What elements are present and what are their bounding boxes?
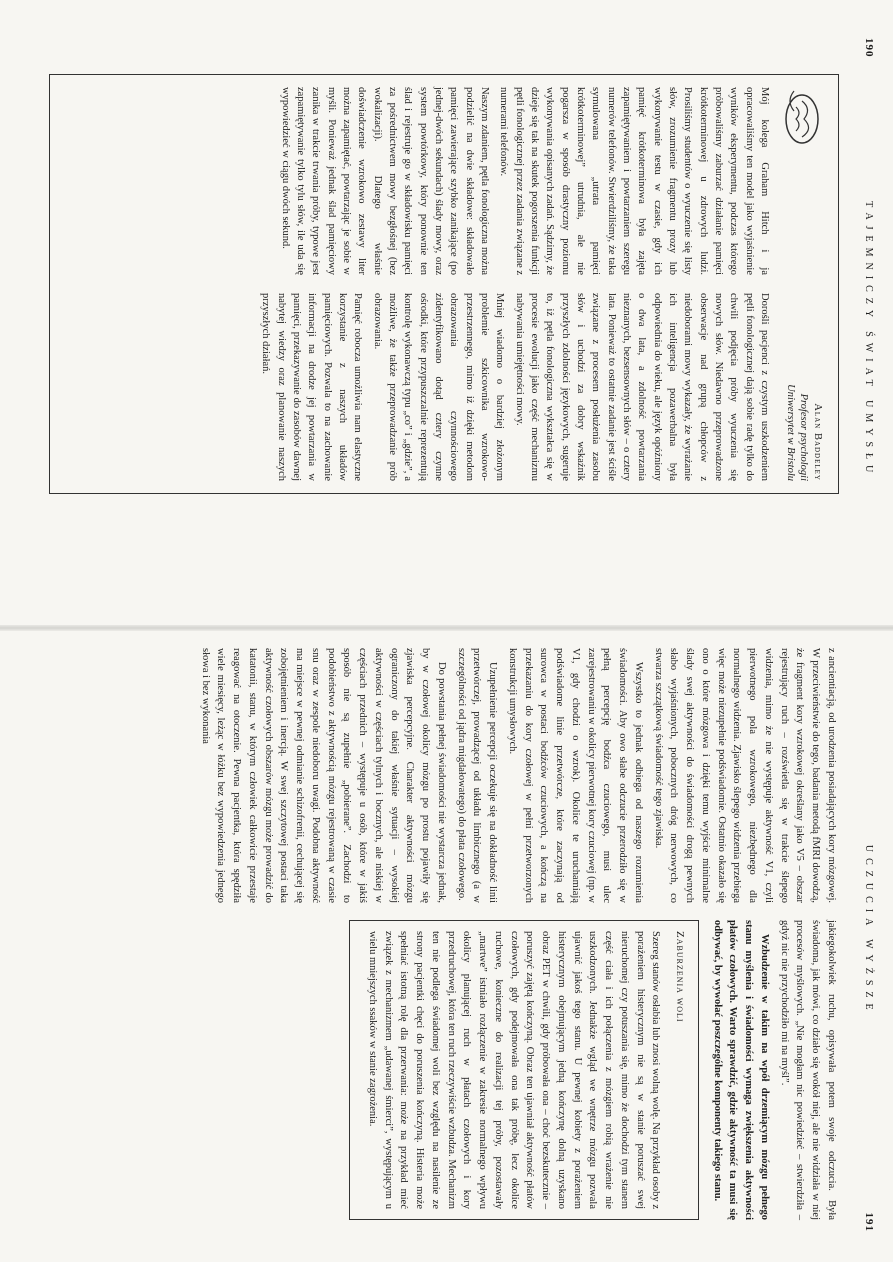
author-credit [780,384,824,481]
sidebar-columns [254,87,772,481]
will-disorders-box [349,920,699,1220]
paragraph: Wzbudzenie w takim na wpół drzemiącym mózgu pełnego stanu myślenia i świadomości wymaga zwiększenia aktywności płatów czołowych. Warto sprawdzić, gdzie aktywność ta musi się odbywać, by wywołać poszczególne komponenty takiego stanu. [711,920,770,1220]
page-190 [15,30,875,630]
page-number: 191 [863,1212,875,1232]
paragraph: Mój kolega Graham Hitch i ja opracowaliśmy ten model jako wyjaśnienie wyników eksperymentu, podczas którego próbowaliśmy zaburzać działanie pamięci krótkoterminowej u zdrowych ludzi. Prosiliśmy studentów o wyuczenie się listy słów, zrozumienie fragmentu prozy lub wykonywanie testu w czasie, gdy ich pamięć krótkoterminowa była zajęta zapamiętywaniem i powtarzaniem szeregu numerów telefonów. Stwierdziliśmy, że taka symulowana „utrata pamięci krótkoterminowej” utrudnia, ale nie pogarsza w sposób drastyczny poziomu wykonywania opisanych zadań. Sądzimy, że dzieje się tak na skutek pogorszenia funkcji pętli fonologicznej przez zadania związane z numerami telefonów. [498,87,770,276]
paragraph: Dorośli pacjenci z czystym uszkodzeniem pętli fonologicznej dają sobie radę tylko do chwili podjęcia próby wyuczenia się nowych słów. Niedawno przeprowadzone obserwacje nad grupą chłopców z niedoborami mowy wykazały, że wyrażanie ich inteligencja pozawerbalna była odpowiednia do wieku, ale język opóźniony o dwa lata, a zdolność powtarzania nieznanych, bezsensownych słów – o cztery lata. Ponieważ to ostatnie zadanie jest ściśle związane z procesem posłużenia zasobu słów i uchodzi za dobry wskaźnik przyszłych zdolności językowych, sugeruje to, iż pętla fonologiczna wykształca się w procesie ewolucji jako część mechanizmu nabywania umiejętności mowy. [513,293,770,481]
main-text-column [193,648,839,903]
right-text-column [349,920,839,1220]
paragraph: z ancientiacją, od urodzenia posiadających kory mózgowej. W przeciwieństwie do tego, badania metodą fMRI dowodzą, że fragment kory wzrokowej określany jako V5 – obszar rejestrujący ruch – rozświetla się w trakcie ślepego widzenia, mimo że nie występuje aktywność V1, czyli pierwotnego pola wzrokowego, niezbędnego dla normalnego widzenia. Zjawisko ślepego widzenia przebiega więc może niezupełnie podświadomie. Ostatnio okazało się ono o które mózgowa i dzięki temu wyjście minimalne ślady swej aktywności do świadomości drogą pewnych słabo wyjaśnionych, pobocznych dróg nerwowych, co stwarza szczątkową świadomość tego zjawiska. [652,648,837,903]
paragraph: Uzupełnienie percepcji oczekuje się na dokładność linii przetwórczej, prowadzącej od układu limbicznego (a w szczególności od jądra migdałowatego) do płata czołowego. [455,648,499,903]
author-role: Profesor psychologii [798,393,810,481]
brain-logo-icon [780,87,824,151]
author-affiliation: Uniwersytet w Bristolu [784,384,796,481]
paragraph: Wszystko to jednak odbiega od naszego rozumienia świadomości. Aby owo słabe odczucie przerodziło się w pełną percepcję bodźca czuciowego, musi ulec zarejestrowaniu w okolicy pierwotnej kory czuciowej (np. w V1, gdy chodzi o wzrok). Okolice te uruchamiają podświadome linie przetwórcze, które zaczynają od surowca w postaci bodźców czuciowych, a kończą na przekazaniu do kory czołowej w pełni przetworzonych konstrukcji umysłowych. [507,648,644,903]
running-head [857,30,875,630]
paragraph: Naszym zdaniem, pętla fonologiczna można podzielić na dwie składowe: składowało pamięci zawierające szybko zanikające (po jednej-dwóch sekundach) ślady mowy, oraz system powtórkowy, który ponownie ten ślad i rejestruje go w składowisku pamięci za pośrednictwem mowy bezgłośnej (bez wokalizacji). Dlatego właśnie doświadczenie wzrokowo zestawy liter można zapamiętać, powtarzając je sobie w myśli. Ponieważ jednak ślad pamięciowy zanika w trakcie trwania próby, typowe jest zapamiętywanie tylko tylu słów, ile uda się wypowiedzieć w ciągu dwóch sekund. [279,87,491,275]
sidebar-header [780,87,824,481]
running-head [857,640,875,1240]
running-head-title: TAJEMNICZY ŚWIAT UMYSŁU [863,201,874,479]
paragraph: jakiegokolwiek ruchu, opisywała potem swoje odczucia. Była świadoma, jak mówi, co działo się wokół niej, ale nie widziała w niej procesów myślowych. „Nie mogłam nic powiedzieć – stwierdziła – gdyż nic nie przychodziło mi na myśl”. [778,920,837,1220]
author-name: Alan Baddeley [812,403,823,481]
paragraph: Do powstania pełnej świadomości nie wystarcza jednak, by w czołowej okolicy mózgu po prostu pojawiły się zjawiska percepcyjne. Charakter aktywności mózgu ograniczony do takiej właśnie sytuacji – wysokiej aktywności w częściach tylnych i bocznych, ale niskiej w częściach przednich – występuje u osób, które w jakiś sposób nie są zupełnie „pobierane”. Zachodzi to podobieństwo z aktywnością mózgu rejestrowaną w czasie snu oraz w zespole niedoboru uwagi. Podobna aktywność ma miejsce w pewnej odmianie schizofrenii, cechującej się zobojętnieniem i inercją. W swej szczytowej postaci taka aktywność czołowych obszarów mózgu może prowadzić do katatonii, stanu, w którym człowiek całkowicie przestaje reagować na otoczenie. Pewna pacjentka, która spędziła wiele miesięcy, leżąc w łóżku bez wypowiedzenia jednego słowa i bez wykonania [199,648,447,903]
author-sidebar-box [49,74,839,494]
paragraph: Szereg stanów osłabia lub znosi wolną wolę. Na przykład osoby z porażeniem histerycznym nie są w stanie poruszać swej nieruchomej czy potuszania się, mimo że dochodzi tym stanem część ciała i ich połączenia z mózgiem robią wrażenie nie uszkodzonych. Jednakże wgląd we wnętrze mózgu pozwala ujawnić jakoś tego stanu. U pewnej kobiety z porażeniem histerycznym obejmującym jedną kończynę dolną uzyskano obraz PET w chwili, gdy próbowała ona – choć bezskutecznie – poruszyć zajętą kończyną. Obraz ten ujawniał aktywność płatów czołowych, gdy podejmowała ona tak próbę, lecz okolice ruchowe, konieczne do realizacji tej próby, pozostawały „martwe” istniało rozłączenie w zakresie normalnego wpływu okolicy planującej ruch w płatach czołowych i kory przedruchowej, która ten ruch rzeczywiście wzbudza. Mechanizm ten nie podlega świadomej woli bez względu na nasilenie ze strony pacjentki chęci do poruszenia kończyną. Histeria może spełniać istotną rolę dla przerwania: może na przykład mieć związek z mechanizmem „udawanej śmierci”, występującym u wielu mniejszych ssaków w stanie zagrożenia. [367,931,662,1209]
page-number: 190 [863,38,875,58]
sidebar-column-2 [254,293,772,481]
page-191 [15,640,875,1240]
sidebar-column-1 [254,87,772,275]
paragraph: Mniej wiadomo o bardziej złożonym problemie szkicownika wzrokowo-przestrzennego, mimo iż dzięki metodom obrazowania czynnościowego zidentyfikowano dotąd cztery czynne ośrodki, które przypuszczalnie reprezentują kontrolę wykonawczą typu „co” i „gdzie”, a możliwe, że także przeprowadzanie prób obrazowania. [371,293,506,481]
running-head-title: UCZUCIA WYŻSZE [863,844,874,1016]
sidebar-title: Zaburzenia woli [674,931,686,1023]
paragraph: Pamięć robocza umożliwia nam elastyczne korzystanie z naszych układów pamięciowych. Pozwala to na zachowanie informacji na drodze jej powtarzania w pamięci, przekazywanie do zasobów dawnej nabytej wiedzy oraz planowanie naszych przyszłych działań. [260,293,364,481]
